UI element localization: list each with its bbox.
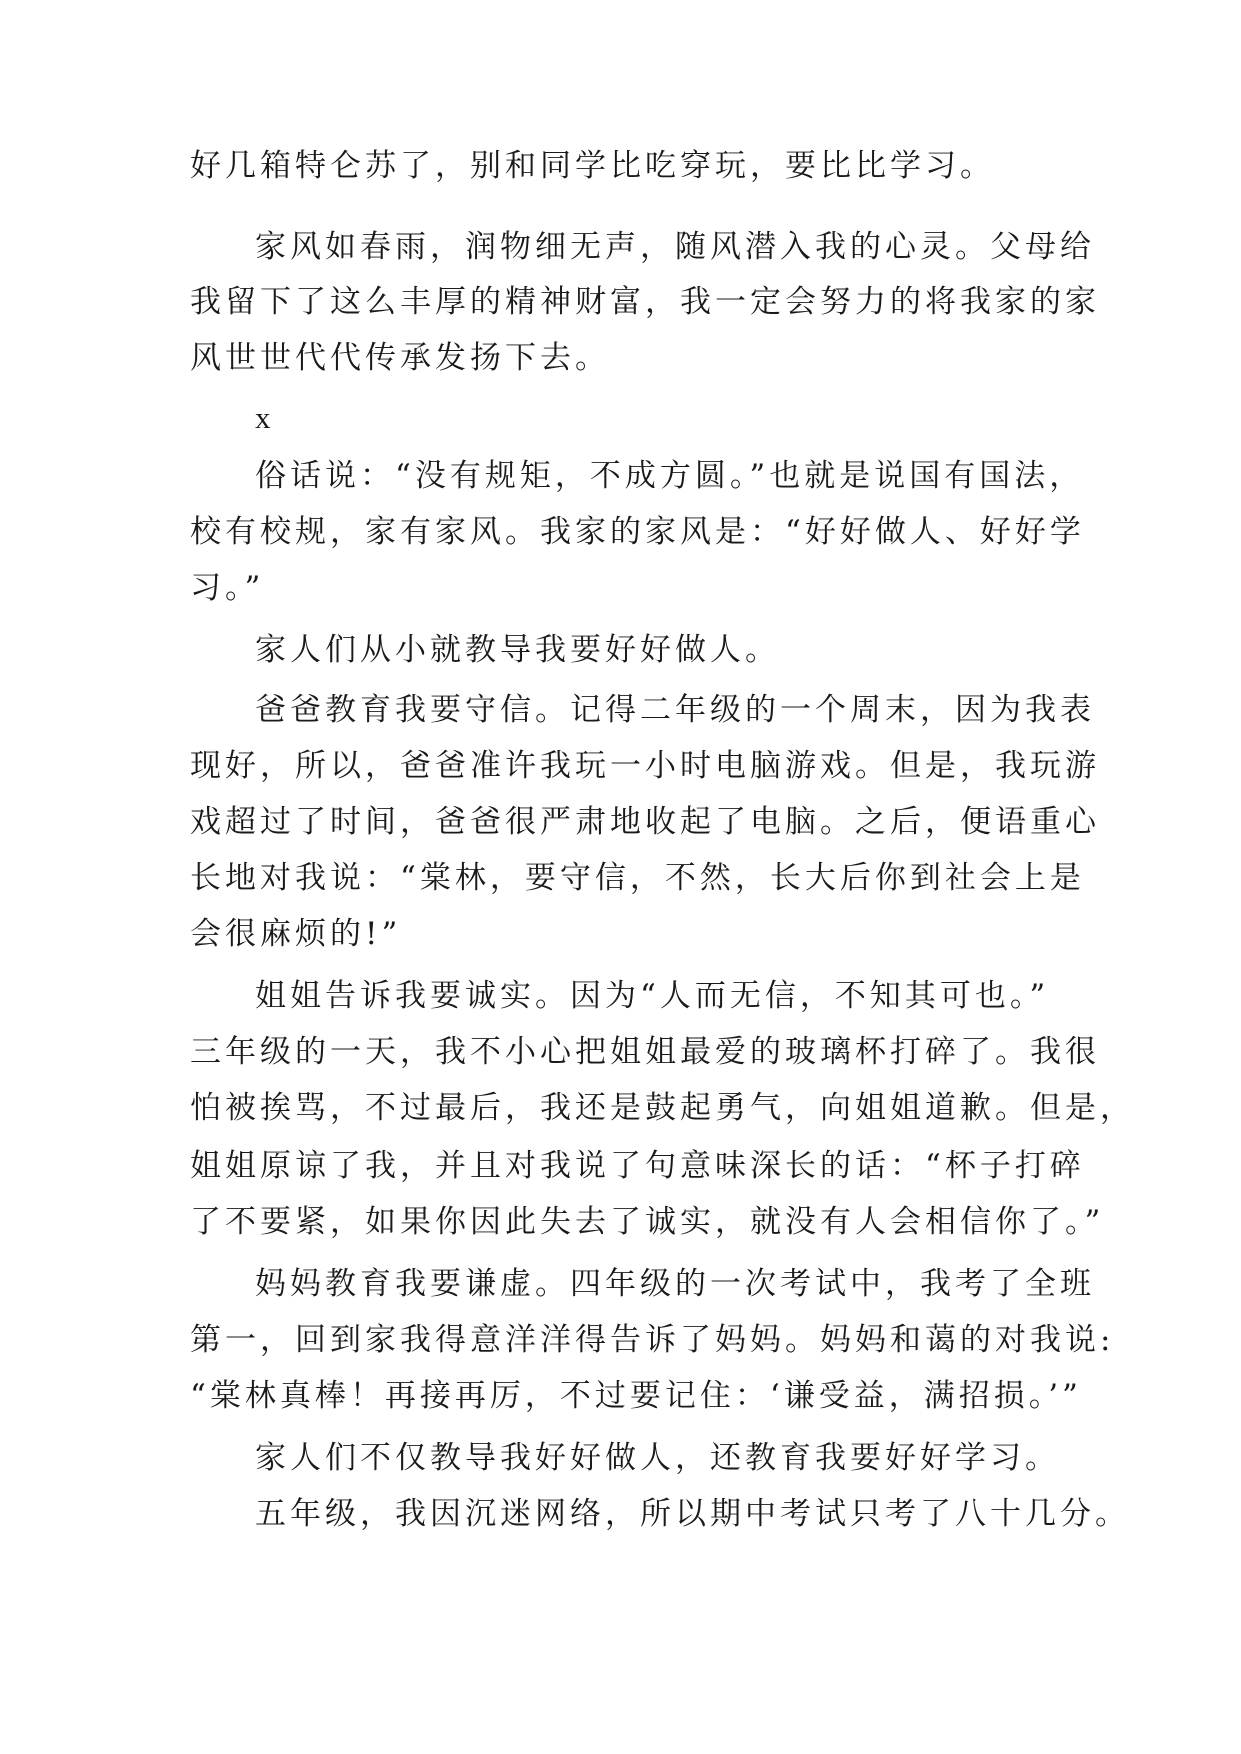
text-line: 我留下了这么丰厚的精神财富，我一定会努力的将我家的家 <box>190 284 1100 320</box>
text-line: 五年级，我因沉迷网络，所以期中考试只考了八十几分。 <box>255 1496 1130 1532</box>
text-line: 家人们从小就教导我要好好做人。 <box>255 632 780 668</box>
text-line: 戏超过了时间，爸爸很严肃地收起了电脑。之后，便语重心 <box>190 804 1100 840</box>
text-line: 长地对我说：“棠林，要守信，不然，长大后你到社会上是 <box>190 860 1085 896</box>
text-line: 第一，回到家我得意洋洋得告诉了妈妈。妈妈和蔼的对我说: <box>190 1322 1115 1358</box>
text-line: 现好，所以，爸爸准许我玩一小时电脑游戏。但是，我玩游 <box>190 748 1100 784</box>
text-line: 会很麻烦的!” <box>190 916 402 952</box>
text-line: 家人们不仅教导我好好做人，还教育我要好好学习。 <box>255 1440 1060 1476</box>
text-line: 三年级的一天，我不小心把姐姐最爱的玻璃杯打碎了。我很 <box>190 1034 1100 1070</box>
text-line: 风世世代代传承发扬下去。 <box>190 340 610 376</box>
text-line: 俗话说：“没有规矩，不成方圆。”也就是说国有国法， <box>255 458 1085 494</box>
text-line: 习。” <box>190 570 265 606</box>
text-line: 妈妈教育我要谦虚。四年级的一次考试中，我考了全班 <box>255 1266 1095 1302</box>
text-line: 校有校规，家有家风。我家的家风是：“好好做人、好好学 <box>190 514 1085 550</box>
text-line: x <box>255 400 271 435</box>
text-line: 爸爸教育我要守信。记得二年级的一个周末，因为我表 <box>255 692 1095 728</box>
text-line: “棠林真棒！再接再厉，不过要记住：‘谦受益，满招损。’” <box>190 1378 1082 1414</box>
text-line: 家风如春雨，润物细无声，随风潜入我的心灵。父母给 <box>255 229 1095 265</box>
text-line: 姐姐告诉我要诚实。因为“人而无信，不知其可也。” <box>255 978 1050 1014</box>
text-line: 了不要紧，如果你因此失去了诚实，就没有人会相信你了。” <box>190 1204 1105 1240</box>
text-line: 好几箱特仑苏了，别和同学比吃穿玩，要比比学习。 <box>190 148 995 184</box>
text-line: 姐姐原谅了我，并且对我说了句意味深长的话：“杯子打碎 <box>190 1148 1085 1184</box>
text-line: 怕被挨骂，不过最后，我还是鼓起勇气，向姐姐道歉。但是， <box>190 1090 1135 1126</box>
